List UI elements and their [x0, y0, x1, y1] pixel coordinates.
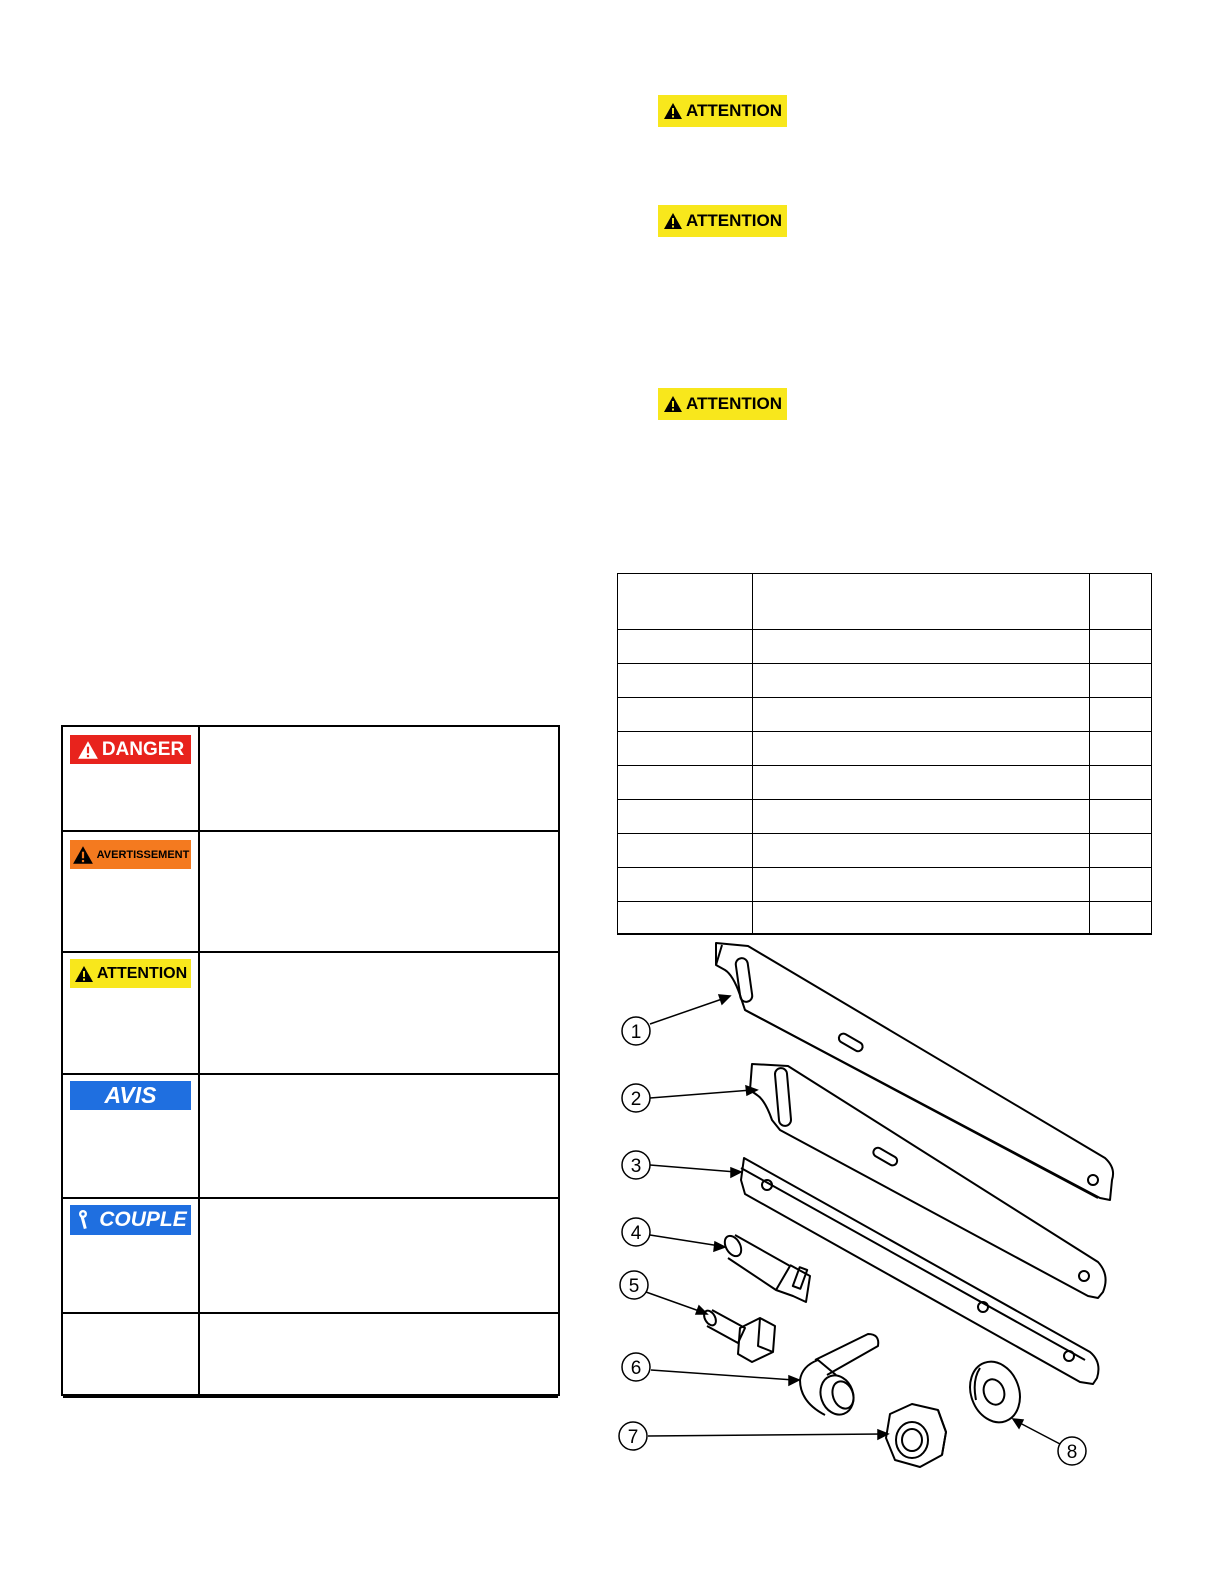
- table-row: [618, 902, 1151, 934]
- torque-label: COUPLE: [99, 1208, 187, 1231]
- danger-sign: [70, 735, 191, 764]
- callout-label-2: 2: [630, 1089, 642, 1110]
- hazard-signal-table: [61, 725, 560, 1396]
- attention-label: ATTENTION: [96, 964, 188, 982]
- parts-exploded-drawing: [610, 935, 1130, 1475]
- parts-list-table: [617, 573, 1152, 935]
- part-7-nut: [886, 1404, 946, 1467]
- table-column-divider: [1089, 574, 1090, 934]
- attention-sign-3: [658, 388, 787, 420]
- callout-label-8: 8: [1066, 1442, 1078, 1463]
- torque-sign: [70, 1205, 191, 1235]
- warning-triangle-icon: [663, 102, 683, 120]
- warning-sign: [70, 840, 191, 869]
- warning-triangle-icon: [72, 845, 94, 865]
- notice-label: AVIS: [104, 1082, 157, 1108]
- danger-label: DANGER: [101, 738, 185, 760]
- notice-sign: [70, 1081, 191, 1110]
- part-5-bolt: [702, 1309, 775, 1362]
- table-row: [618, 766, 1151, 800]
- warning-triangle-icon: [663, 395, 683, 413]
- part-4-sleeve: [721, 1233, 810, 1302]
- part-6-shaft: [800, 1334, 878, 1419]
- attention-sign-label: ATTENTION: [685, 394, 782, 413]
- part-8-washer: [962, 1355, 1028, 1430]
- table-row: [618, 630, 1151, 664]
- table-row: [618, 868, 1151, 902]
- attention-sign-label: ATTENTION: [685, 101, 782, 120]
- attention-sign: [70, 959, 191, 988]
- callout-label-3: 3: [630, 1156, 642, 1177]
- table-row: [63, 1199, 558, 1314]
- table-row: [63, 953, 558, 1075]
- warning-triangle-icon: [663, 212, 683, 230]
- part-2-bracket: [750, 1064, 1106, 1298]
- callout-label-5: 5: [628, 1276, 640, 1297]
- warning-label: AVERTISSEMENT: [96, 848, 190, 861]
- attention-sign-1: [658, 95, 787, 127]
- callout-label-1: 1: [630, 1022, 642, 1043]
- table-row: [63, 727, 558, 832]
- table-row: [63, 1075, 558, 1199]
- attention-sign-label: ATTENTION: [685, 211, 782, 230]
- table-row: [618, 800, 1151, 834]
- torque-wrench-icon: [74, 1207, 96, 1233]
- callout-label-7: 7: [627, 1427, 639, 1448]
- table-row: [618, 834, 1151, 868]
- table-row: [63, 1314, 558, 1398]
- callout-label-6: 6: [630, 1358, 642, 1379]
- table-column-divider: [198, 727, 200, 1394]
- table-row: [618, 698, 1151, 732]
- table-column-divider: [752, 574, 753, 934]
- table-row: [618, 732, 1151, 766]
- part-3-bar: [741, 1158, 1098, 1384]
- table-row: [618, 664, 1151, 698]
- table-header-row: [618, 574, 1151, 630]
- warning-triangle-icon: [74, 965, 94, 983]
- table-row: [63, 832, 558, 953]
- warning-triangle-icon: [77, 740, 99, 760]
- attention-sign-2: [658, 205, 787, 237]
- callout-label-4: 4: [630, 1223, 642, 1244]
